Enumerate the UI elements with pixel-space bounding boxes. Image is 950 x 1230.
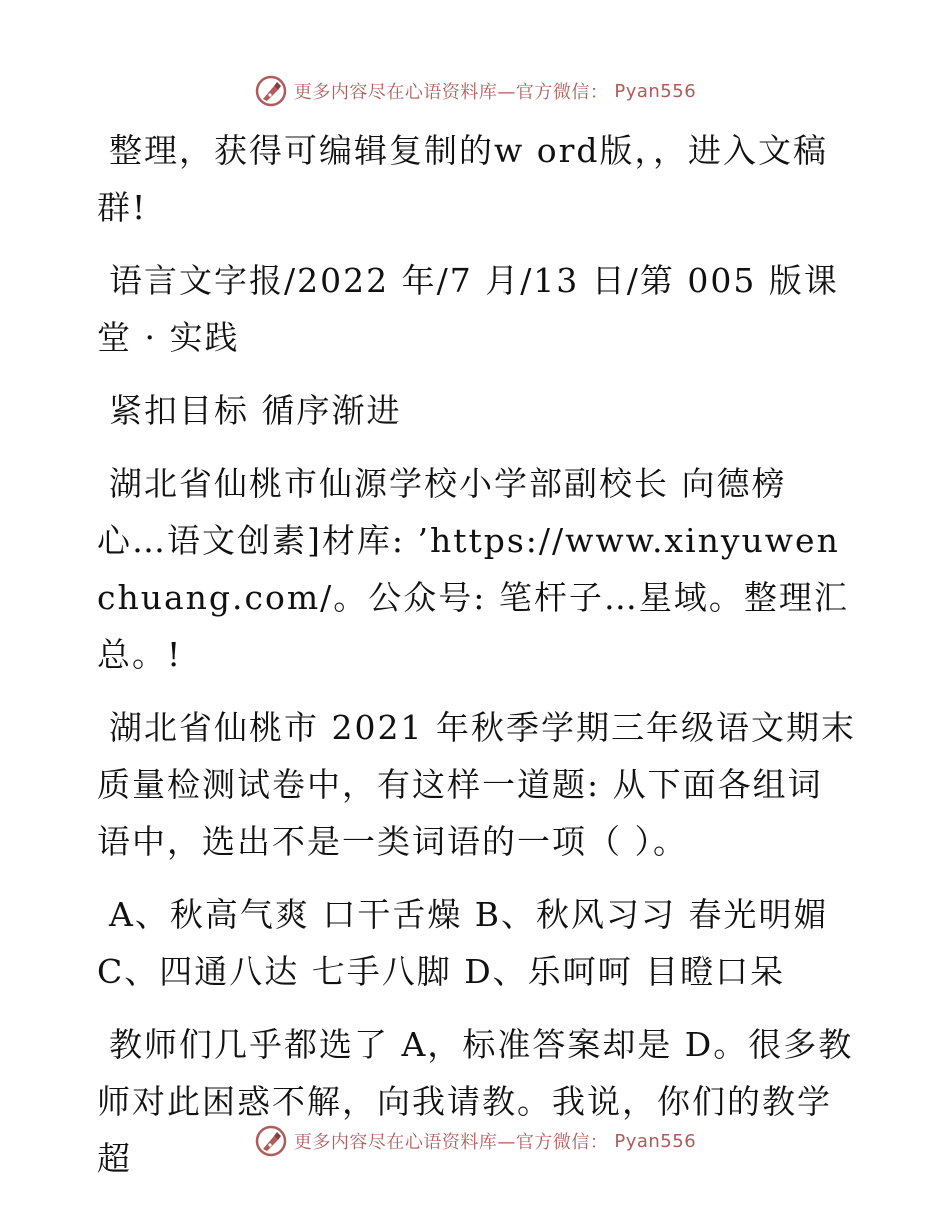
watermark-text: 更多内容尽在心语资料库—官方微信：	[293, 82, 609, 103]
pen-nib-logo-icon	[254, 1124, 288, 1158]
option-line-cd: C、四通八达 七手八脚 D、乐呵呵 目瞪口呆	[97, 952, 786, 991]
article-title: 紧扣目标 循序渐进	[109, 391, 402, 430]
watermark-handle: Pyan556	[614, 80, 697, 102]
intro-paragraph: 整理，获得可编辑复制的w ord版，，进入文稿群!	[97, 131, 829, 227]
question-paragraph: 湖北省仙桃市 2021 年秋季学期三年级语文期末质量检测试卷中，有这样一道题: 从下面各组词语中，选出不是一类词语的一项（ ）。	[97, 708, 856, 861]
header-watermark	[0, 74, 950, 108]
author-line: 湖北省仙桃市仙源学校小学部副校长 向德榜	[109, 464, 787, 503]
watermark-handle: Pyan556	[614, 1130, 697, 1152]
answer-paragraph: 教师们几乎都选了 A，标准答案却是 D。很多教师对此困惑不解，向我请教。我说，你们的教学超	[97, 1025, 854, 1178]
footer-watermark	[0, 1124, 950, 1158]
source-line: 语言文字报/2022 年/7 月/13 日/第 005 版课堂 · 实践	[97, 261, 839, 357]
option-line-ab: A、秋高气爽 口干舌燥 B、秋风习习 春光明媚	[109, 895, 829, 934]
pen-nib-logo-icon	[254, 74, 288, 108]
source-note: 心…语文创素]材库: ’https://www.xinyuwenchuang.com/。公众号: 笔杆子…星域。整理汇总。!	[97, 521, 849, 674]
watermark-text: 更多内容尽在心语资料库—官方微信：	[293, 1132, 609, 1153]
document-body	[97, 122, 857, 1203]
